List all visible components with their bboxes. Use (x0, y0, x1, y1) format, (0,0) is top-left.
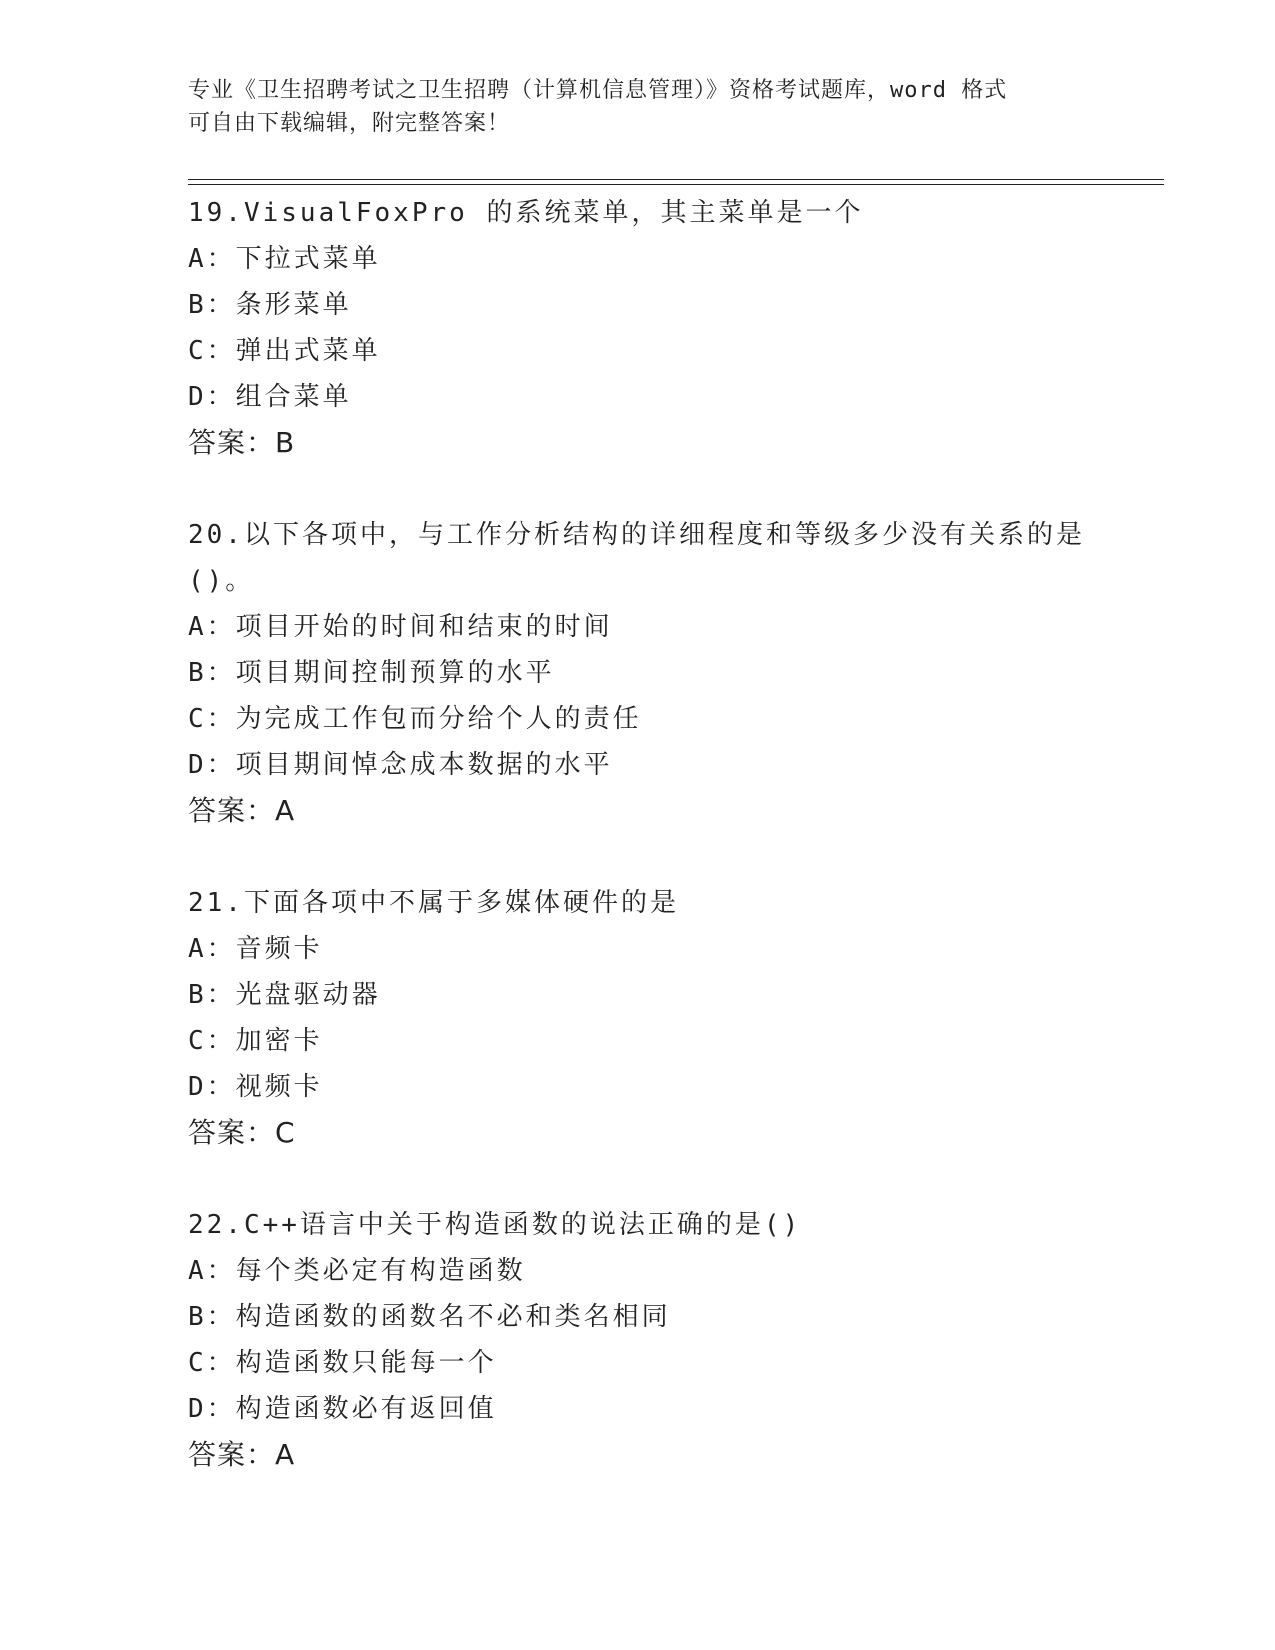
answer-label: 答案：B (188, 426, 296, 459)
option-a: A：每个类必定有构造函数 (188, 1256, 526, 1286)
option-b: B：构造函数的函数名不必和类名相同 (188, 1302, 671, 1332)
option-c: C：构造函数只能每一个 (188, 1348, 497, 1378)
question-text: 22.C++语言中关于构造函数的说法正确的是() (188, 1210, 802, 1240)
option-a: A：项目开始的时间和结束的时间 (188, 612, 613, 642)
question-20 (188, 512, 1148, 834)
question-19 (188, 190, 1148, 466)
question-list (188, 190, 1148, 1524)
option-b: B：光盘驱动器 (188, 980, 381, 1010)
header-divider-bottom (188, 184, 1164, 185)
question-text: 21.下面各项中不属于多媒体硬件的是 (188, 888, 679, 918)
answer-label: 答案：C (188, 1116, 296, 1149)
header-line-1: 专业《卫生招聘考试之卫生招聘（计算机信息管理）》资格考试题库，word 格式 (188, 78, 1008, 103)
option-d: D：视频卡 (188, 1072, 323, 1102)
answer-label: 答案：A (188, 794, 296, 827)
option-c: C：加密卡 (188, 1026, 323, 1056)
option-c: C：弹出式菜单 (188, 336, 381, 366)
question-text: 20.以下各项中，与工作分析结构的详细程度和等级多少没有关系的是()。 (188, 520, 1085, 596)
option-d: D：构造函数必有返回值 (188, 1394, 497, 1424)
option-b: B：项目期间控制预算的水平 (188, 658, 555, 688)
option-c: C：为完成工作包而分给个人的责任 (188, 704, 642, 734)
question-22 (188, 1202, 1148, 1478)
question-text: 19.VisualFoxPro 的系统菜单，其主菜单是一个 (188, 198, 864, 228)
document-header (188, 74, 1088, 140)
option-d: D：项目期间悼念成本数据的水平 (188, 750, 613, 780)
header-divider-top (188, 179, 1164, 180)
answer-label: 答案：A (188, 1438, 296, 1471)
question-21 (188, 880, 1148, 1156)
option-a: A：音频卡 (188, 934, 323, 964)
header-line-2: 可自由下载编辑，附完整答案！ (188, 111, 511, 136)
option-d: D：组合菜单 (188, 382, 352, 412)
option-a: A：下拉式菜单 (188, 244, 381, 274)
option-b: B：条形菜单 (188, 290, 352, 320)
